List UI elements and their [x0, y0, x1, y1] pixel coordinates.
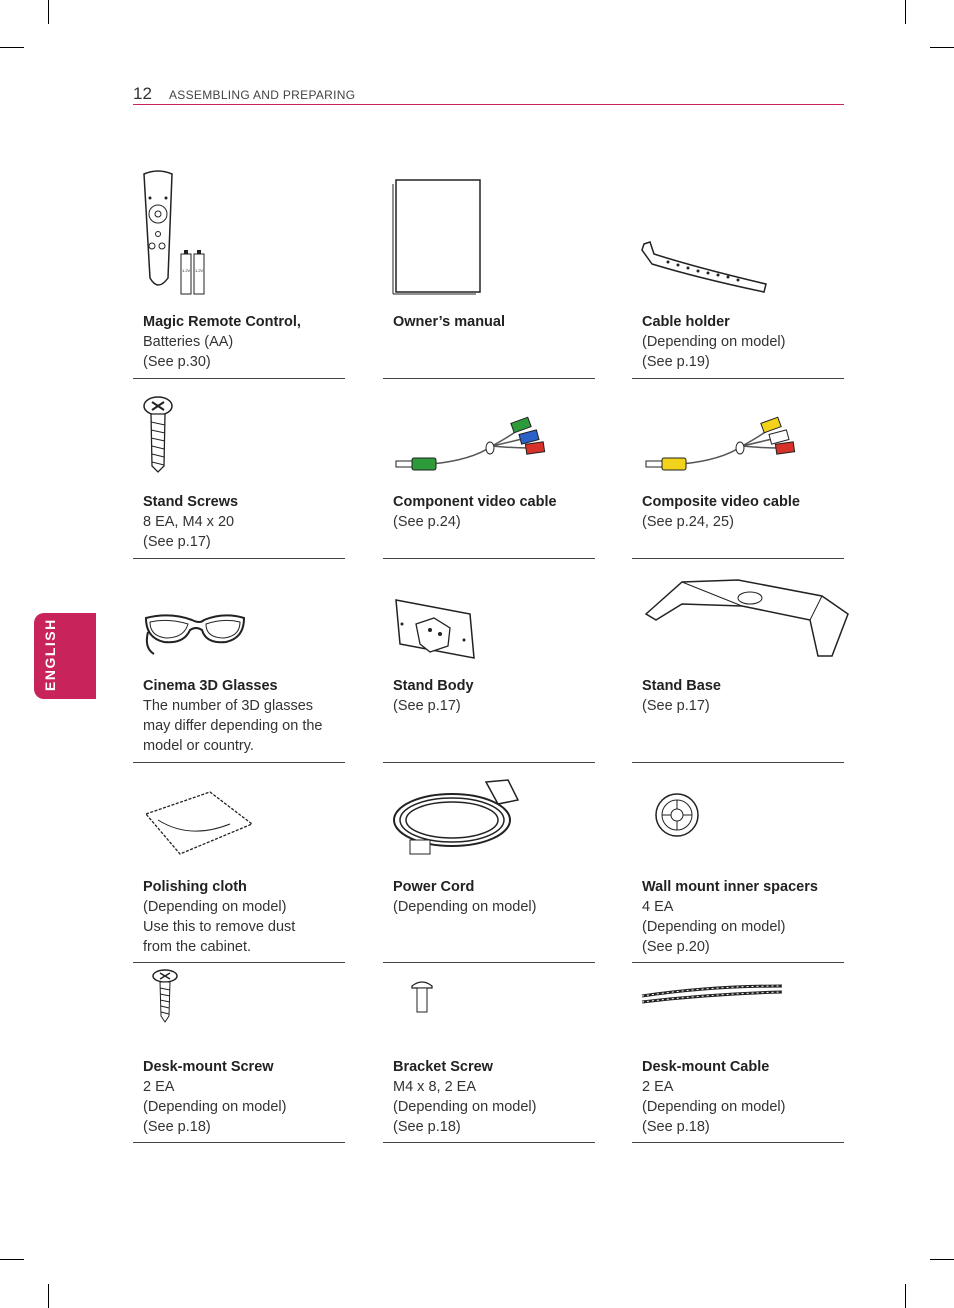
power-cord-icon: [390, 776, 526, 862]
cable-holder-icon: [638, 238, 774, 298]
desk-cable-icon: [640, 980, 786, 1008]
accessory-detail: (See p.19): [642, 354, 710, 370]
battery-label: 1.2V: [195, 268, 204, 273]
accessory-text: [642, 492, 800, 532]
accessory-title: Cable holder: [642, 314, 730, 330]
accessory-text: [393, 877, 536, 917]
magic-remote-icon: [138, 168, 218, 298]
accessory-detail: from the cabinet.: [143, 939, 251, 955]
crop-mark: [930, 1259, 954, 1260]
accessory-text: [143, 1057, 286, 1137]
page-header: [133, 84, 844, 105]
accessory-detail: 2 EA: [143, 1079, 175, 1095]
accessory-detail: (See p.30): [143, 354, 211, 370]
accessory-text: [143, 492, 238, 552]
accessory-title: Magic Remote Control,: [143, 314, 301, 330]
accessory-detail: The number of 3D glasses: [143, 698, 314, 714]
accessory-title: Bracket Screw: [393, 1059, 493, 1075]
accessory-detail: 4 EA: [642, 899, 674, 915]
accessory-text: [642, 877, 818, 957]
accessory-title: Stand Screws: [143, 494, 239, 510]
accessory-detail: (Depending on model): [143, 1099, 287, 1115]
accessory-text: [642, 312, 785, 372]
accessory-detail: M4 x 8, 2 EA: [393, 1079, 477, 1095]
crop-mark: [905, 1284, 906, 1308]
accessory-title: Desk-mount Screw: [143, 1059, 274, 1075]
accessory-detail: (Depending on model): [642, 919, 786, 935]
crop-mark: [0, 47, 24, 48]
accessory-detail: (See p.17): [393, 698, 461, 714]
accessory-detail: 8 EA, M4 x 20: [143, 514, 235, 530]
language-tab-label: ENGLISH: [42, 618, 58, 691]
accessory-title: Desk-mount Cable: [642, 1059, 770, 1075]
desk-screw-icon: [150, 968, 180, 1024]
stand-body-icon: [390, 594, 480, 664]
spacer-icon: [652, 790, 702, 840]
accessory-detail: Use this to remove dust: [143, 919, 296, 935]
accessory-title: Polishing cloth: [143, 879, 247, 895]
accessory-detail: model or country.: [143, 738, 254, 754]
accessory-text: [393, 676, 474, 716]
stand-base-icon: [642, 574, 852, 660]
accessory-text: [143, 676, 323, 756]
accessory-title: Wall mount inner spacers: [642, 879, 818, 895]
accessory-detail: (Depending on model): [393, 1099, 537, 1115]
manual-icon: [390, 176, 486, 298]
accessory-text: [393, 312, 505, 332]
accessory-detail: Batteries (AA): [143, 334, 234, 350]
crop-mark: [48, 0, 49, 24]
accessory-title: Stand Body: [393, 678, 474, 694]
component-cable-icon: [392, 412, 552, 476]
accessory-item: [133, 558, 345, 763]
accessory-detail: (Depending on model): [393, 899, 537, 915]
bracket-screw-icon: [410, 978, 434, 1014]
accessory-title: Component video cable: [393, 494, 557, 510]
accessory-detail: (Depending on model): [642, 334, 786, 350]
accessory-detail: (See p.24, 25): [642, 514, 734, 530]
accessory-title: Power Cord: [393, 879, 475, 895]
accessory-detail: (See p.24): [393, 514, 461, 530]
accessory-detail: (See p.18): [393, 1119, 461, 1135]
accessory-title: Cinema 3D Glasses: [143, 678, 278, 694]
battery-label: 1.2V: [182, 268, 191, 273]
accessory-detail: may differ depending on the: [143, 718, 323, 734]
accessory-detail: (Depending on model): [143, 899, 287, 915]
accessory-text: [393, 492, 557, 532]
crop-mark: [905, 0, 906, 24]
accessory-detail: (See p.20): [642, 939, 710, 955]
accessory-detail: (See p.17): [642, 698, 710, 714]
composite-cable-icon: [642, 412, 802, 476]
accessory-detail: 2 EA: [642, 1079, 674, 1095]
accessory-detail: (Depending on model): [642, 1099, 786, 1115]
accessory-text: [393, 1057, 536, 1137]
accessory-detail: (See p.18): [642, 1119, 710, 1135]
accessory-text: [642, 676, 721, 716]
section-title: ASSEMBLING AND PREPARING: [169, 88, 356, 102]
accessory-detail: (See p.18): [143, 1119, 211, 1135]
crop-mark: [0, 1259, 24, 1260]
accessory-title: Composite video cable: [642, 494, 800, 510]
accessory-text: [642, 1057, 785, 1137]
screw-icon: [140, 394, 176, 474]
page-number: 12: [133, 84, 152, 103]
accessory-title: Stand Base: [642, 678, 721, 694]
crop-mark: [48, 1284, 49, 1308]
cloth-icon: [140, 788, 256, 858]
accessory-title: Owner’s manual: [393, 314, 506, 330]
accessory-detail: (See p.17): [143, 534, 211, 550]
accessory-text: [143, 877, 295, 957]
accessory-text: [143, 312, 301, 372]
crop-mark: [930, 47, 954, 48]
glasses-icon: [140, 608, 248, 658]
